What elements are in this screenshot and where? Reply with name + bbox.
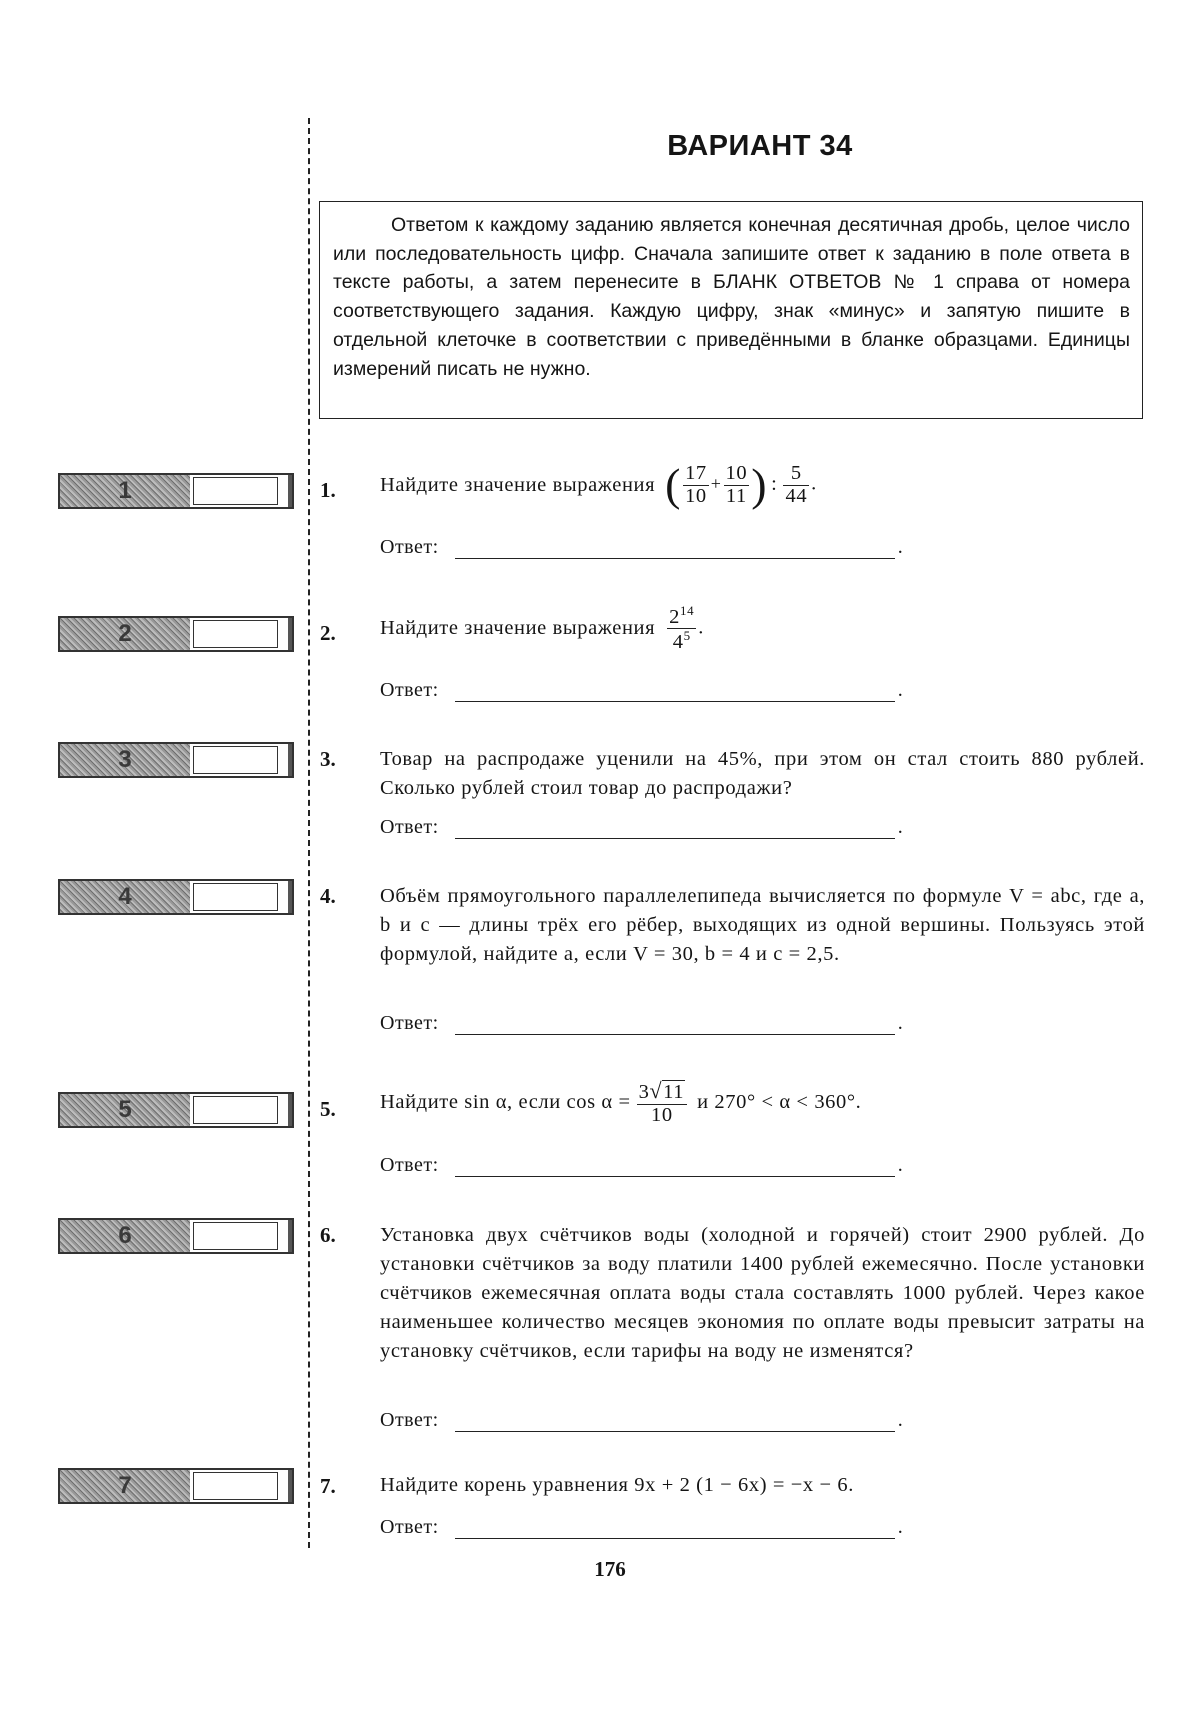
answer-badge bbox=[58, 742, 294, 778]
task-text: Найдите корень уравнения 9x + 2 (1 − 6x) = −x − 6. bbox=[380, 1474, 854, 1496]
task-text-label: Найдите значение выражения bbox=[380, 617, 656, 640]
badge-answer-field[interactable] bbox=[193, 1472, 278, 1500]
answer-row bbox=[380, 1409, 903, 1432]
task-text-label: Найдите значение выражения bbox=[380, 473, 656, 496]
left-paren: ( bbox=[665, 459, 682, 510]
answer-badge bbox=[58, 879, 294, 915]
answer-line[interactable] bbox=[455, 1016, 895, 1035]
instruction-text: Ответом к каждому заданию является конечная десятичная дробь, целое число или последовательность цифр. Сначала запишите ответ к заданию в поле ответа в тексте работы, а затем перенесите в БЛАНК ОТВЕТОВ № 1 справа от номера соответствующего задания. Каждую цифру, знак «минус» и запятую пишите в отдельной клеточке в соответствии с приведёнными в бланке образцами. Единицы измерений писать не нужно. bbox=[333, 214, 1130, 380]
task-text-condition: и 270° < α < 360°. bbox=[697, 1091, 862, 1114]
task-text: Товар на распродаже уценили на 45%, при этом он стал стоить 880 рублей. Сколько рублей стоил товар до распродажи? bbox=[380, 748, 1145, 799]
task-number: 2. bbox=[320, 621, 336, 645]
fraction: $\frac{3√11}{10}$ bbox=[637, 1079, 688, 1126]
answer-line[interactable] bbox=[455, 1158, 895, 1177]
task-expression: $\frac{2^{14}}{4^5}$ . bbox=[669, 603, 704, 654]
right-paren: ) bbox=[751, 459, 768, 510]
task-expression: ( $\frac{17}{10}$ + $\frac{10}{11}$ ) : $\frac{5}{44}$ . bbox=[665, 459, 817, 510]
answer-dot: . bbox=[897, 536, 904, 558]
badge-number: 1 bbox=[60, 475, 190, 507]
task-number: 3. bbox=[320, 747, 336, 771]
badge-answer-field[interactable] bbox=[193, 477, 278, 505]
answer-row bbox=[380, 1154, 903, 1177]
answer-line[interactable] bbox=[455, 683, 895, 702]
answer-dot: . bbox=[897, 1516, 904, 1538]
fraction: $\frac{2^{14}}{4^5}$ bbox=[669, 603, 695, 654]
answer-line[interactable] bbox=[455, 1520, 895, 1539]
instruction-box bbox=[319, 201, 1143, 419]
badge-number: 7 bbox=[60, 1470, 190, 1502]
task-text bbox=[380, 459, 1145, 510]
answer-badge bbox=[58, 616, 294, 652]
answer-badge bbox=[58, 1218, 294, 1254]
task-number: 1. bbox=[320, 478, 336, 502]
answer-row bbox=[380, 679, 903, 702]
task-number: 7. bbox=[320, 1474, 336, 1498]
page-number: 176 bbox=[594, 1557, 626, 1581]
task-text bbox=[380, 1079, 1145, 1126]
answer-line[interactable] bbox=[455, 540, 895, 559]
fraction: $\frac{10}{11}$ bbox=[725, 461, 748, 507]
answer-label: Ответ: bbox=[380, 1516, 439, 1538]
answer-label: Ответ: bbox=[380, 536, 439, 558]
badge-edge bbox=[288, 475, 292, 507]
answer-row bbox=[380, 1012, 903, 1035]
answer-line[interactable] bbox=[455, 1413, 895, 1432]
answer-badge bbox=[58, 473, 294, 509]
answer-dot: . bbox=[897, 1409, 904, 1431]
fraction: $\frac{17}{10}$ bbox=[685, 461, 707, 507]
answer-badge bbox=[58, 1092, 294, 1128]
answer-dot: . bbox=[897, 1154, 904, 1176]
task-text-label: Найдите sin α, если cos α = bbox=[380, 1091, 631, 1114]
badge-answer-field[interactable] bbox=[193, 883, 278, 911]
badge-edge bbox=[288, 1220, 292, 1252]
answer-label: Ответ: bbox=[380, 1012, 439, 1034]
answer-label: Ответ: bbox=[380, 679, 439, 701]
answer-label: Ответ: bbox=[380, 1154, 439, 1176]
task-text: Объём прямоугольного параллелепипеда вычисляется по формуле V = abc, где a, b и c — длины трёх его рёбер, выходящих из одной вершины. Пользуясь этой формулой, найдите a, если V = 30, b = 4 и c = 2,5. bbox=[380, 885, 1145, 965]
task-number: 4. bbox=[320, 884, 336, 908]
answer-line[interactable] bbox=[455, 820, 895, 839]
badge-answer-field[interactable] bbox=[193, 620, 278, 648]
answer-dot: . bbox=[897, 816, 904, 838]
badge-number: 2 bbox=[60, 618, 190, 650]
task-text: Установка двух счётчиков воды (холодной и горячей) стоит 2900 рублей. До установки счётчиков за воду платили 1400 рублей ежемесячно. После установки счётчиков ежемесячная оплата воды стала составлять 1000 рублей. Через какое наименьшее количество месяцев экономия по оплате воды превысит затраты на установку счётчиков, если тарифы на воду не изменятся? bbox=[380, 1224, 1145, 1362]
badge-edge bbox=[288, 881, 292, 913]
badge-edge bbox=[288, 618, 292, 650]
answer-row bbox=[380, 816, 903, 839]
badge-number: 3 bbox=[60, 744, 190, 776]
badge-edge bbox=[288, 744, 292, 776]
answer-row bbox=[380, 536, 903, 559]
badge-answer-field[interactable] bbox=[193, 1096, 278, 1124]
answer-dot: . bbox=[897, 1012, 904, 1034]
cut-line bbox=[308, 118, 310, 1548]
answer-badge bbox=[58, 1468, 294, 1504]
task-number: 5. bbox=[320, 1097, 336, 1121]
badge-number: 6 bbox=[60, 1220, 190, 1252]
task-text bbox=[380, 604, 1145, 654]
badge-number: 5 bbox=[60, 1094, 190, 1126]
answer-dot: . bbox=[897, 679, 904, 701]
answer-label: Ответ: bbox=[380, 1409, 439, 1431]
page-title: ВАРИАНТ 34 bbox=[667, 130, 853, 162]
badge-number: 4 bbox=[60, 881, 190, 913]
answer-row bbox=[380, 1516, 903, 1539]
badge-edge bbox=[288, 1094, 292, 1126]
badge-answer-field[interactable] bbox=[193, 1222, 278, 1250]
answer-label: Ответ: bbox=[380, 816, 439, 838]
fraction: $\frac{5}{44}$ bbox=[785, 461, 808, 507]
badge-edge bbox=[288, 1470, 292, 1502]
badge-answer-field[interactable] bbox=[193, 746, 278, 774]
task-number: 6. bbox=[320, 1223, 336, 1247]
